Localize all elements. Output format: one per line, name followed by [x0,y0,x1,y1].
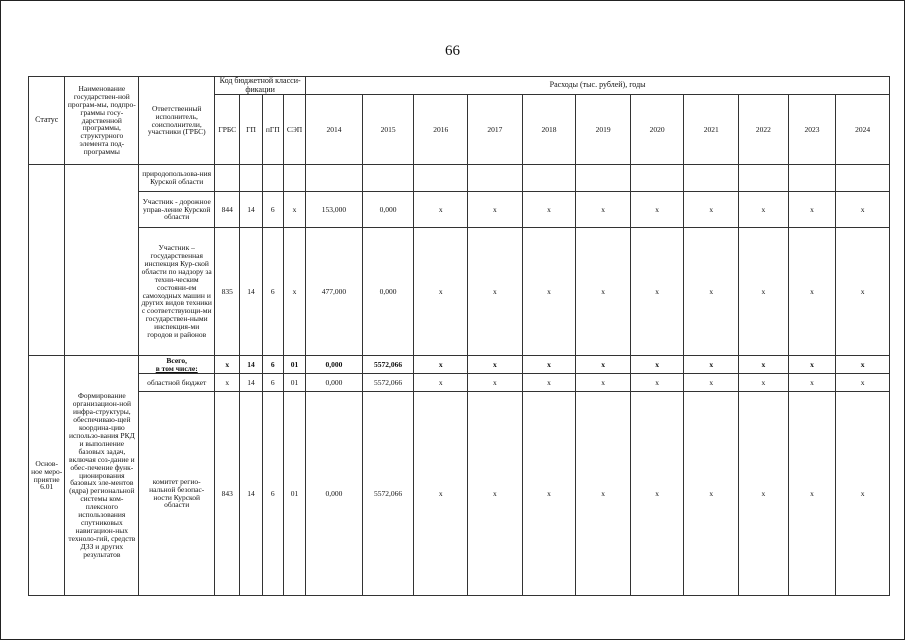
header-year: 2024 [836,95,890,165]
value-cell: х [576,392,631,596]
value-cell: 477,000 [306,228,363,356]
executor-cell: Участник – государственная инспекция Кур-ской области по надзору за техни-ческим состояни-ем самоходных машин и других видов техники с соответствующи-ми государствен-ными инспекция-ми городов и районов [139,228,215,356]
header-code-grbs: ГРБС [215,95,240,165]
value-cell: х [576,374,631,392]
value-cell: х [414,192,468,228]
value-cell: х [684,374,739,392]
total-label: Всего, [166,355,187,365]
sep-cell: 01 [283,374,305,392]
value-cell [414,165,468,192]
header-executor: Ответственный исполнитель, соисполнители, участники (ГРБС) [139,77,215,165]
value-cell: 0,000 [362,228,414,356]
grbs-cell: х [215,374,240,392]
value-cell: х [684,392,739,596]
value-cell [468,165,523,192]
sep-cell: х [283,192,305,228]
value-cell: х [836,228,890,356]
header-year: 2016 [414,95,468,165]
value-cell: х [414,228,468,356]
gp-cell: 14 [240,374,262,392]
gp-cell: 14 [240,228,262,356]
value-cell: х [468,392,523,596]
value-cell: 5572,066 [362,374,414,392]
value-cell: х [788,374,836,392]
value-cell: х [788,192,836,228]
value-cell: х [522,228,576,356]
value-cell: х [630,192,684,228]
value-cell: 0,000 [362,192,414,228]
value-cell: х [468,374,523,392]
table-row-total [29,356,890,374]
value-cell: х [836,356,890,374]
header-year: 2021 [684,95,739,165]
header-code-pgp: пГП [262,95,283,165]
value-cell: 0,000 [306,374,363,392]
header-code-gp: ГП [240,95,262,165]
pgp-cell: 6 [262,356,283,374]
grbs-cell: 835 [215,228,240,356]
executor-cell: Участник - дорожное управ-ление Курской области [139,192,215,228]
value-cell: х [788,356,836,374]
sep-cell: х [283,228,305,356]
value-cell [788,165,836,192]
gp-cell [240,165,262,192]
budget-table [28,76,890,596]
value-cell: 0,000 [306,392,363,596]
table-row [29,374,890,392]
value-cell: х [739,356,789,374]
table-row [29,392,890,596]
value-cell [306,165,363,192]
value-cell: х [414,374,468,392]
value-cell: х [630,392,684,596]
value-cell: х [739,192,789,228]
executor-cell: природопользова-ния Курской области [139,165,215,192]
total-sub-label: в том числе: [155,363,198,373]
header-status: Статус [29,77,65,165]
value-cell: х [522,392,576,596]
header-year: 2020 [630,95,684,165]
value-cell [739,165,789,192]
value-cell [630,165,684,192]
value-cell: х [739,374,789,392]
value-cell: 5572,066 [362,392,414,596]
value-cell [576,165,631,192]
gp-cell: 14 [240,392,262,596]
header-year: 2023 [788,95,836,165]
value-cell: х [630,374,684,392]
value-cell: х [414,356,468,374]
value-cell: х [414,392,468,596]
value-cell: х [522,374,576,392]
header-year: 2014 [306,95,363,165]
page-number: 66 [445,43,460,59]
value-cell [522,165,576,192]
value-cell [362,165,414,192]
header-year: 2017 [468,95,523,165]
header-year: 2015 [362,95,414,165]
value-cell: х [630,228,684,356]
sep-cell [283,165,305,192]
value-cell: х [836,374,890,392]
value-cell: х [522,192,576,228]
value-cell [684,165,739,192]
status-cell-empty [29,165,65,356]
table-row [29,228,890,356]
header-name: Наименование государствен-ной програм-мы, подпро-граммы госу-дарственной программы, структурного элемента под-программы [65,77,139,165]
sep-cell: 01 [283,392,305,596]
name-cell-empty [65,165,139,356]
header-year: 2022 [739,95,789,165]
value-cell: х [576,192,631,228]
header-budget-code: Код бюджетной класси-фикации [215,77,306,95]
gp-cell: 14 [240,192,262,228]
value-cell: 5572,066 [362,356,414,374]
executor-cell: комитет регио-нальной безопас-ности Курской области [139,392,215,596]
value-cell: х [576,228,631,356]
value-cell: х [522,356,576,374]
table-row [29,165,890,192]
header-row-1 [29,77,890,95]
measure-name: Формирование организацион-ной инфра-структуры, обеспечиваю-щей координа-цию использо-вания РКД и выполнение базовых задач, включая соз-дание и обес-печение функ-ционирования базовых эле-ментов (ядра) региональной системы ком-плексного использования спутниковых навигацион-ных техноло-гий, средств ДЗЗ и других результатов [65,356,139,596]
grbs-cell: 843 [215,392,240,596]
value-cell: х [684,192,739,228]
header-expenses: Расходы (тыс. рублей), годы [306,77,890,95]
header-year: 2019 [576,95,631,165]
value-cell: 0,000 [306,356,363,374]
value-cell: х [788,392,836,596]
value-cell: х [468,228,523,356]
value-cell: х [836,192,890,228]
value-cell: х [576,356,631,374]
value-cell: х [684,356,739,374]
sep-cell: 01 [283,356,305,374]
value-cell: х [788,228,836,356]
header-code-sep: СЭП [283,95,305,165]
grbs-cell: х [215,356,240,374]
pgp-cell [262,165,283,192]
header-year: 2018 [522,95,576,165]
value-cell: х [836,392,890,596]
value-cell: х [739,392,789,596]
pgp-cell: 6 [262,192,283,228]
value-cell: х [739,228,789,356]
executor-cell-total [139,356,215,374]
grbs-cell: 844 [215,192,240,228]
value-cell [836,165,890,192]
value-cell: х [630,356,684,374]
value-cell: 153,000 [306,192,363,228]
value-cell: х [468,356,523,374]
pgp-cell: 6 [262,228,283,356]
pgp-cell: 6 [262,392,283,596]
pgp-cell: 6 [262,374,283,392]
gp-cell: 14 [240,356,262,374]
value-cell: х [684,228,739,356]
measure-status: Основ-ное меро-приятие 6.01 [29,356,65,596]
value-cell: х [468,192,523,228]
table-row [29,192,890,228]
grbs-cell [215,165,240,192]
executor-cell: областной бюджет [139,374,215,392]
